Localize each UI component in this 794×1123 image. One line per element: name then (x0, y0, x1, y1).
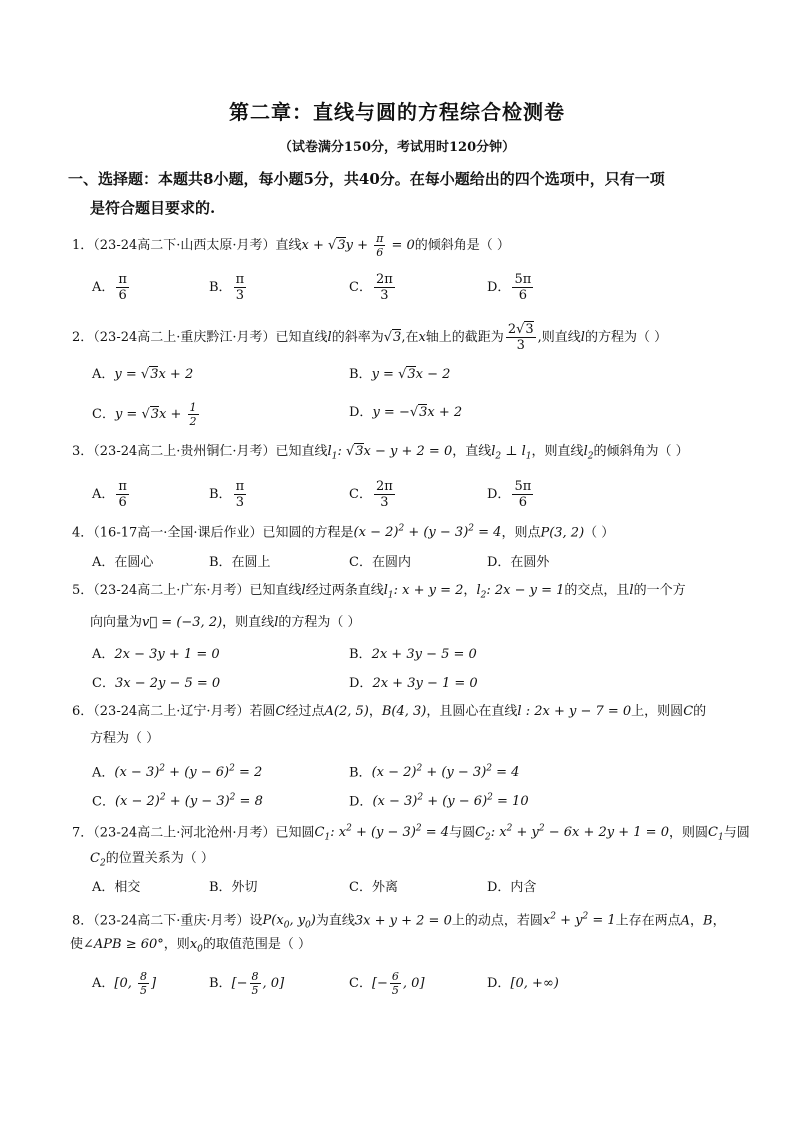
option-a[interactable] (92, 645, 220, 665)
question-stem: 经过点 (285, 704, 325, 719)
option-value: $\frac{2\pi}{3}$ (375, 479, 393, 510)
question-stem: 的取值范围是（ ） (202, 937, 312, 952)
option-b[interactable] (209, 878, 258, 898)
option-value: $(x - 3)^2 + (y - 6)^2 = 2$ (114, 764, 263, 781)
option-label: C． (349, 487, 372, 502)
question-stem: 经过两条直线 (305, 583, 384, 598)
question-source: （23-24高二上·辽宁·月考） (93, 704, 250, 719)
question-5 (72, 579, 732, 608)
question-stem: 与圆 (723, 825, 750, 841)
math-expression: B(4, 3) (381, 704, 427, 719)
question-3 (72, 440, 732, 469)
option-value: $\frac{5\pi}{6}$ (514, 272, 532, 303)
option-a[interactable] (92, 759, 262, 783)
option-d[interactable] (487, 878, 536, 898)
option-d[interactable] (349, 674, 478, 694)
option-label: A． (92, 487, 115, 502)
option-label: D． (487, 280, 511, 295)
question-source: （23-24高二上·河北沧州·月考） (93, 825, 276, 841)
math-expression: $l_2$ (583, 444, 594, 462)
option-label: D． (487, 976, 511, 991)
option-value: $(x - 3)^2 + (y - 6)^2 = 10$ (372, 793, 529, 810)
option-a[interactable] (92, 970, 156, 997)
question-4 (72, 517, 732, 545)
math-expression: $P(x_0$, $y_0$) (262, 913, 316, 931)
question-stem: 上存在两点 (615, 913, 681, 929)
question-7-line2 (90, 847, 750, 876)
option-b[interactable] (349, 365, 450, 385)
option-c[interactable] (349, 479, 397, 510)
math-expression: $l_1$: √3x − y + 2 = 0 (327, 444, 453, 462)
question-6-line2 (90, 727, 750, 751)
question-stem: ，则圆 (668, 825, 708, 841)
math-expression: P(3, 2) (540, 525, 585, 541)
page-subtitle: （试卷满分150分，考试用时120分钟） (278, 140, 516, 155)
question-source: （23-24高二下·重庆·月考） (93, 913, 250, 929)
question-stem: 方程为（ ） (90, 731, 160, 746)
option-c[interactable] (92, 401, 201, 428)
math-expression: $l_1$: x + y = 2 (383, 583, 464, 601)
option-label: A．在圆心 (92, 555, 154, 570)
option-b[interactable] (209, 553, 271, 573)
question-stem: ，直线 (452, 444, 492, 459)
question-2 (72, 322, 732, 353)
option-a[interactable] (92, 479, 131, 510)
question-stem: ,在 (401, 330, 419, 345)
option-label: A． (92, 280, 115, 295)
question-stem: 已知直线 (249, 583, 302, 598)
option-label: B． (209, 280, 232, 295)
math-expression: $x^2 + y^2 = 1$ (542, 912, 616, 929)
option-b[interactable] (349, 759, 519, 783)
option-value: [0, $\frac{8}{5}$ ] (114, 970, 157, 997)
question-stem: 已知圆的方程是 (262, 525, 354, 541)
question-stem: 为直线 (315, 913, 355, 929)
math-expression: x + √3y + $\frac{\pi}{6}$ = 0 (301, 232, 415, 259)
question-stem: ，则直线 (531, 444, 584, 459)
question-number: 4． (72, 525, 94, 541)
question-stem: 的一个方 (633, 583, 686, 598)
option-d[interactable] (487, 553, 549, 573)
math-expression: x (418, 330, 426, 345)
option-label: B． (349, 367, 372, 382)
question-stem: 与圆 (449, 825, 476, 841)
option-value: $\frac{5\pi}{6}$ (514, 479, 532, 510)
option-value: $\frac{\pi}{6}$ (118, 272, 127, 303)
math-expression: v⃗ = (−3, 2) (142, 615, 223, 630)
option-label: D． (349, 676, 373, 691)
option-d[interactable] (487, 272, 535, 303)
option-value: $\frac{\pi}{6}$ (118, 479, 127, 510)
option-label: A．相交 (92, 880, 141, 895)
option-label: B． (349, 765, 372, 781)
option-label: C． (349, 976, 372, 991)
option-label: A． (92, 367, 115, 382)
math-expression: C (683, 704, 694, 719)
page-title: 第二章：直线与圆的方程综合检测卷 (229, 100, 565, 124)
question-stem: 若圆 (249, 704, 276, 719)
question-stem: 向向量为 (90, 615, 143, 630)
option-b[interactable] (209, 272, 248, 303)
option-label: C．外离 (349, 880, 398, 895)
option-label: B． (209, 976, 232, 991)
option-value: [− $\frac{8}{5}$ , 0] (231, 970, 285, 997)
option-label: A． (92, 647, 115, 662)
option-value: [0, +∞) (510, 976, 559, 991)
question-number: 5． (72, 583, 94, 598)
question-stem: ，则点 (501, 525, 541, 541)
section-heading-line1: 一、选择题：本题共8小题，每小题5分，共40分。在每小题给出的四个选项中，只有一项 (68, 170, 665, 188)
question-stem: 的位置关系为（ ） (105, 851, 214, 866)
option-label: A． (92, 765, 115, 781)
option-label: C． (92, 407, 115, 422)
question-number: 8． (72, 913, 94, 929)
option-a[interactable] (92, 878, 140, 898)
option-value: 2x − 3y + 1 = 0 (114, 647, 220, 662)
option-c[interactable] (349, 970, 425, 997)
math-expression: $x_0$ (189, 937, 203, 955)
section-heading (68, 165, 728, 223)
question-1 (72, 232, 732, 259)
question-stem: ， (463, 583, 477, 598)
question-8: 8．（23-24高二下·重庆·月考）设$P(x_0$, $y_0$)为直线3x + y + 2 = 0上的动点，若圆$x^2 + y^2 = 1$上存在两点A，B， (72, 912, 726, 931)
question-number: 7． (72, 825, 94, 841)
question-stem: 上，则圆 (631, 704, 684, 719)
math-expression: ∠APB ≥ 60° (83, 937, 164, 952)
option-label: A． (92, 976, 115, 991)
question-stem: ，且圆心在直线 (426, 704, 518, 719)
question-5-line2 (90, 611, 750, 635)
question-stem: 已知圆 (275, 825, 315, 841)
option-value: $\frac{2\pi}{3}$ (375, 272, 393, 303)
question-source: （23-24高二上·贵州铜仁·月考） (93, 444, 276, 459)
option-value: y = √3x + $\frac{1}{2}$ (114, 401, 197, 428)
option-label: B．在圆上 (209, 555, 271, 570)
math-expression: $C_2$ (90, 851, 106, 869)
question-stem: 使 (70, 937, 84, 952)
option-d[interactable] (487, 974, 559, 994)
option-value: y = √3x − 2 (371, 367, 451, 382)
question-stem: 已知直线 (275, 444, 328, 459)
option-value: [− $\frac{6}{5}$ , 0] (371, 970, 425, 997)
question-stem: 直线 (275, 238, 302, 253)
section-heading-line2: 是符合题目要求的. (90, 199, 216, 217)
question-stem: 上的动点，若圆 (451, 913, 543, 929)
math-expression: √3 (383, 330, 402, 345)
math-expression: B (703, 913, 713, 929)
option-label: C． (349, 280, 372, 295)
math-expression: C (275, 704, 286, 719)
option-label: D．在圆外 (487, 555, 550, 570)
option-label: B． (349, 647, 372, 662)
question-8-line2 (70, 933, 730, 962)
option-c[interactable] (92, 674, 220, 694)
option-label: D．内含 (487, 880, 537, 895)
question-source: （23-24高二下·山西太原·月考） (93, 238, 276, 253)
option-label: C．在圆内 (349, 555, 411, 570)
question-number: 3． (72, 444, 94, 459)
option-value: 2x + 3y − 5 = 0 (371, 647, 477, 662)
math-expression: l (580, 330, 585, 345)
question-stem: 的倾斜角是（ ） (414, 238, 510, 253)
question-stem: 轴上的截距为 (425, 330, 504, 345)
question-6 (72, 700, 732, 724)
question-stem: 的倾斜角为（ ） (593, 444, 689, 459)
option-a[interactable] (92, 272, 131, 303)
option-d[interactable] (349, 788, 529, 812)
math-expression: $C_1$: $x^2 + (y - 3)^2 = 4$ (314, 824, 450, 843)
question-stem: 的方程为（ ） (584, 330, 668, 345)
option-c[interactable] (92, 788, 263, 812)
option-value: 2x + 3y − 1 = 0 (372, 676, 478, 691)
math-expression: $l_2$: 2x − y = 1 (476, 583, 565, 601)
option-label: C． (92, 676, 115, 691)
option-label: C． (92, 794, 115, 810)
math-expression: $C_1$ (708, 825, 724, 843)
question-stem: 的斜率为 (331, 330, 384, 345)
question-number: 2． (72, 330, 94, 345)
question-stem: 的 (693, 704, 707, 719)
question-stem: （ ） (584, 525, 615, 541)
question-stem: 已知直线 (275, 330, 328, 345)
option-label: D． (349, 794, 373, 810)
option-a[interactable] (92, 365, 193, 385)
question-stem: ，则 (163, 937, 190, 952)
option-value: 3x − 2y − 5 = 0 (114, 676, 221, 691)
question-stem: ,则直线 (537, 330, 581, 345)
option-b[interactable] (209, 970, 284, 997)
math-expression: l (301, 583, 306, 598)
math-expression: $(x - 2)^2 + (y - 3)^2 = 4$ (353, 524, 502, 541)
option-label: D． (349, 405, 373, 420)
option-value: y = √3x + 2 (114, 367, 194, 382)
question-source: （23-24高二上·广东·月考） (93, 583, 250, 598)
question-stem: ，则直线 (222, 615, 275, 630)
math-expression: A(2, 5) (324, 704, 369, 719)
question-number: 1． (72, 238, 94, 253)
option-d[interactable] (349, 403, 462, 423)
option-c[interactable] (349, 878, 398, 898)
math-expression: 3x + y + 2 = 0 (354, 913, 452, 929)
option-label: B．外切 (209, 880, 258, 895)
option-b[interactable] (209, 479, 248, 510)
option-b[interactable] (349, 645, 477, 665)
math-expression: $C_2$: $x^2 + y^2 - 6x + 2y + 1 = 0$ (475, 824, 669, 843)
math-expression: l : 2x + y − 7 = 0 (517, 704, 632, 719)
question-stem: ， (368, 704, 382, 719)
math-expression: l (629, 583, 634, 598)
option-label: D． (487, 487, 511, 502)
option-c[interactable] (349, 272, 397, 303)
option-value: $\frac{\pi}{3}$ (235, 272, 245, 303)
math-expression: $l_2$ ⊥ $l_1$ (491, 444, 532, 462)
math-expression: A (680, 913, 691, 929)
option-label: B． (209, 487, 232, 502)
question-stem: 的方程为（ ） (278, 615, 361, 630)
option-a[interactable] (92, 553, 153, 573)
math-expression: l (274, 615, 279, 630)
question-stem: 设 (249, 913, 263, 929)
math-expression: l (327, 330, 332, 345)
option-c[interactable] (349, 553, 411, 573)
option-value: $(x - 2)^2 + (y - 3)^2 = 8$ (114, 793, 263, 810)
question-7 (72, 817, 750, 850)
question-number: 6． (72, 704, 94, 719)
option-value: $\frac{\pi}{3}$ (235, 479, 245, 510)
question-source: （16-17高一·全国·课后作业） (93, 525, 263, 541)
question-source: （23-24高二上·重庆黔江·月考） (93, 330, 276, 345)
option-d[interactable] (487, 479, 535, 510)
question-stem: 的交点，且 (564, 583, 630, 598)
option-value: y = −√3x + 2 (372, 405, 463, 420)
math-expression: $\frac{2√3}{3}$ (507, 322, 534, 353)
option-value: $(x - 2)^2 + (y - 3)^2 = 4$ (371, 764, 520, 781)
